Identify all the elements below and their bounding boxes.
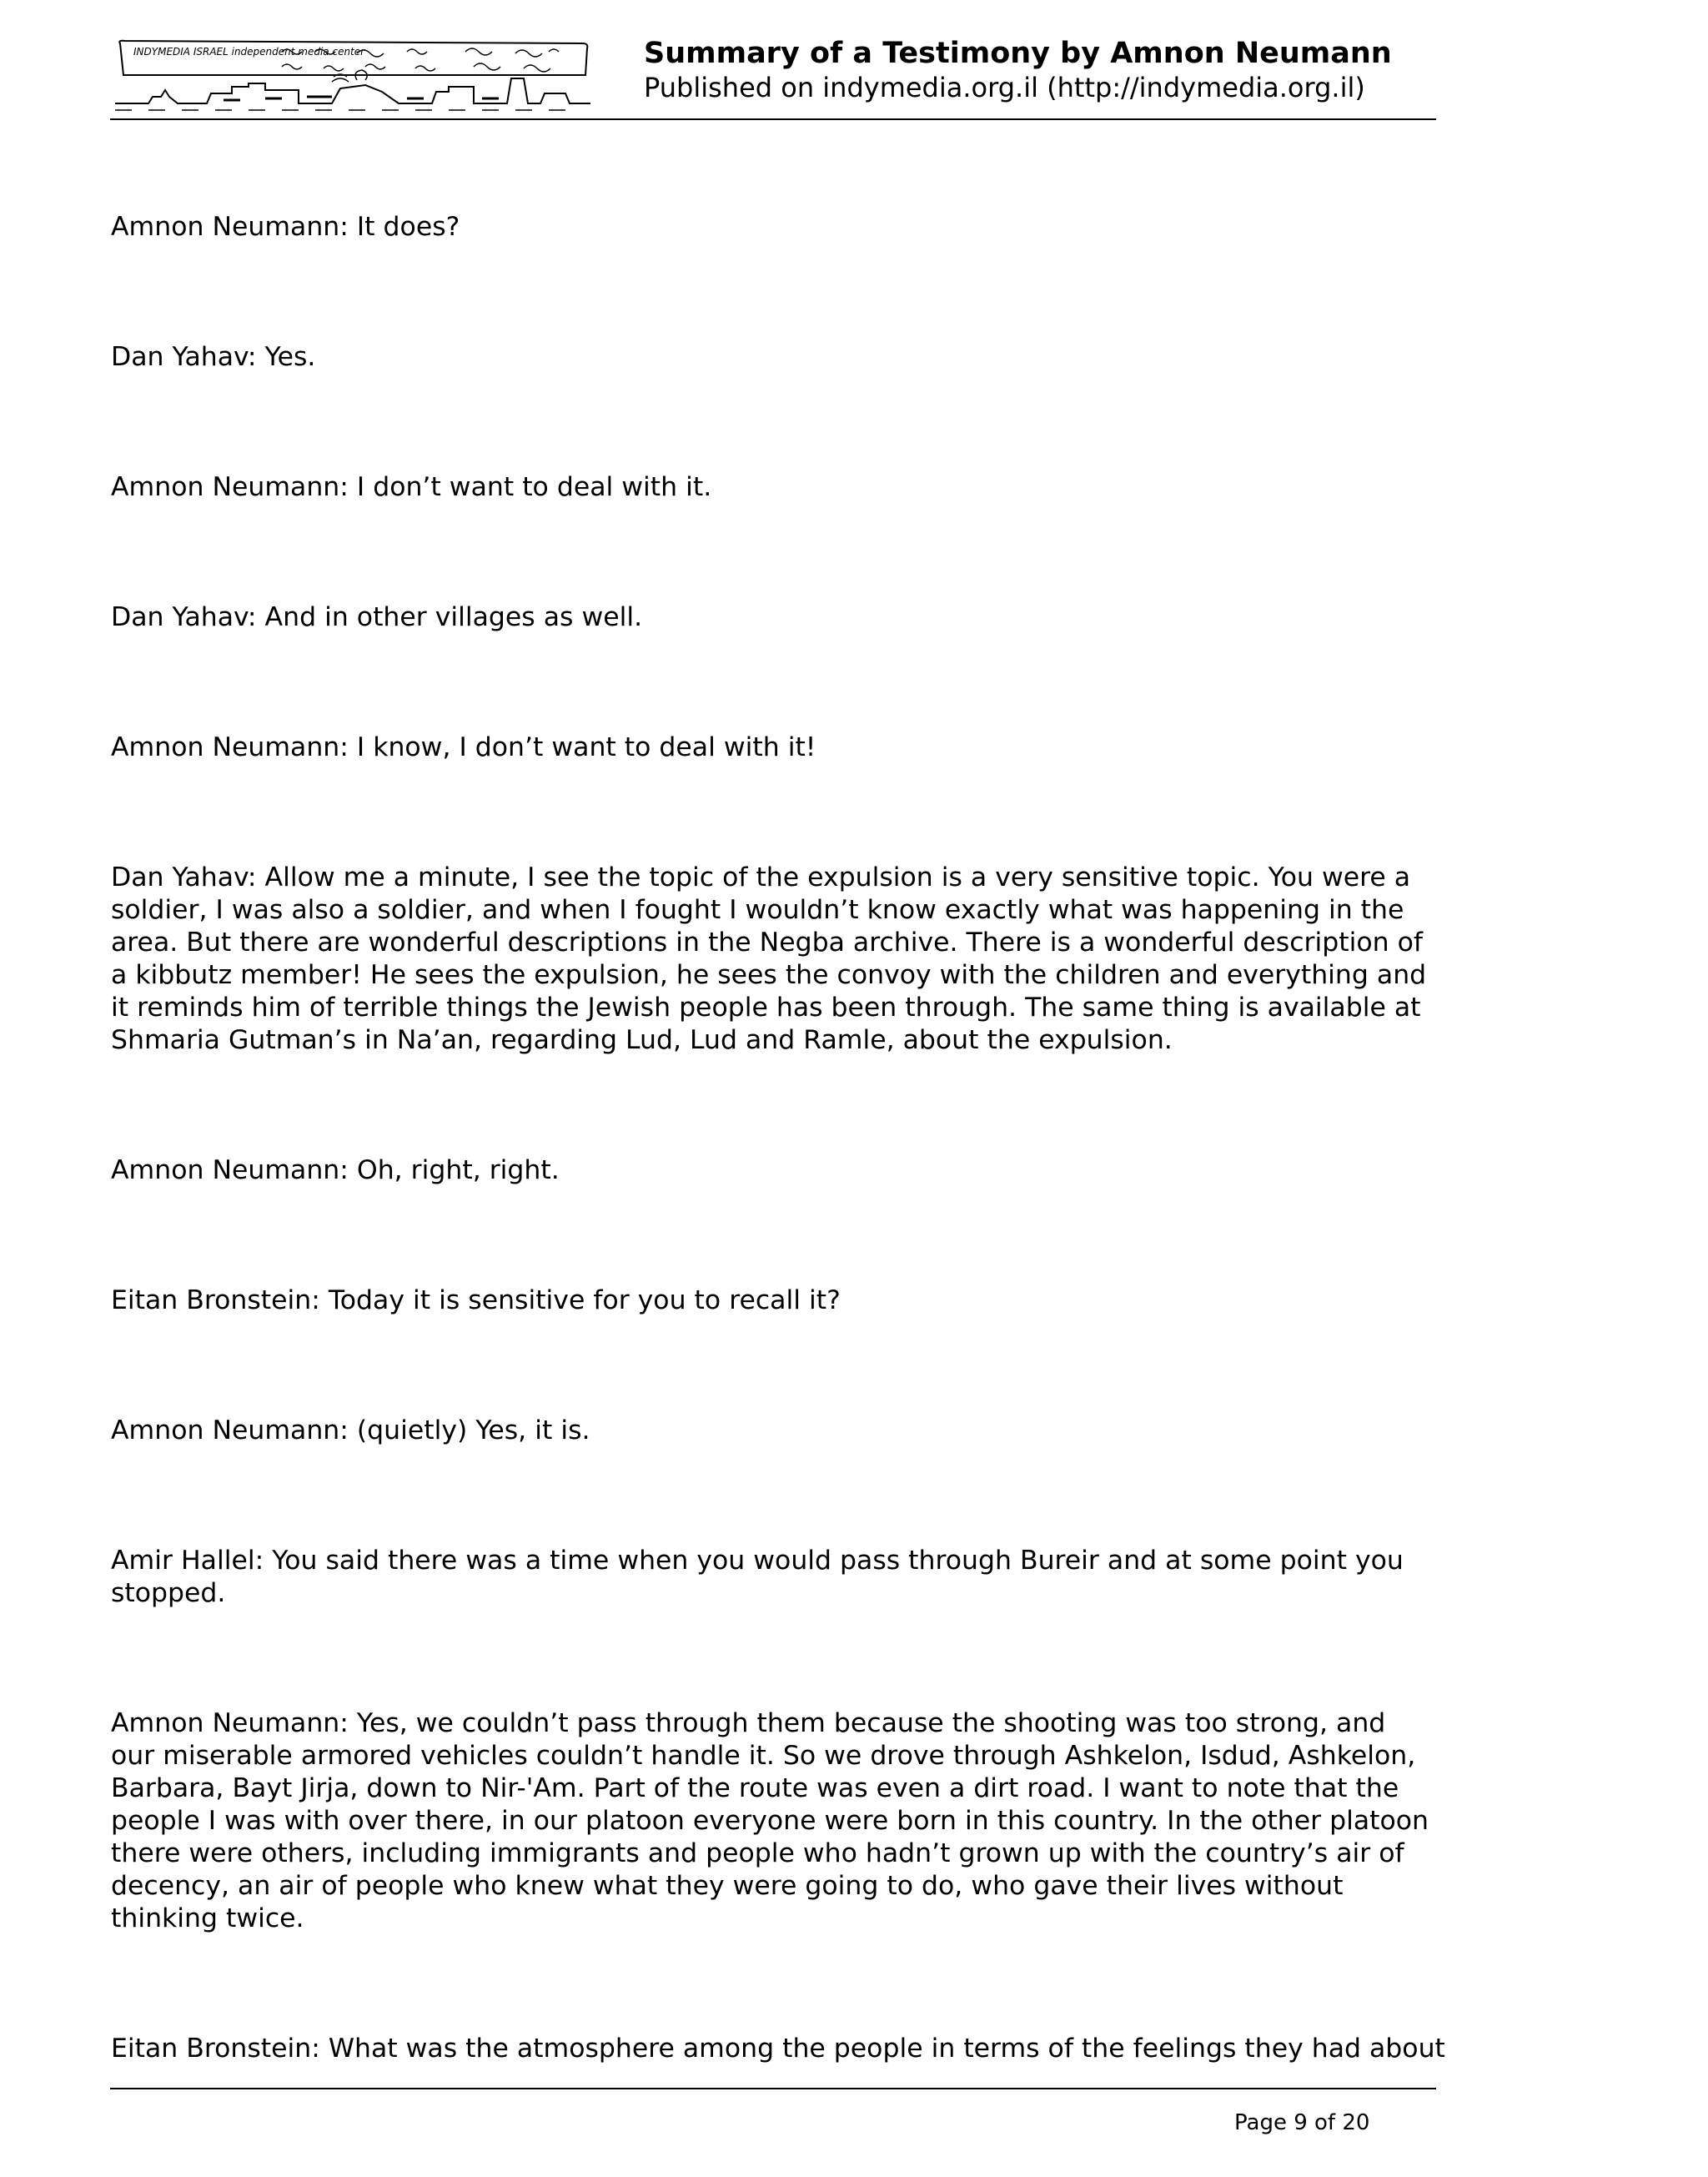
paragraph: Amnon Neumann: I don’t want to deal with it.	[111, 472, 712, 502]
paragraph: Eitan Bronstein: What was the atmosphere among the people in terms of the feelings they had about	[111, 2034, 1445, 2064]
document-title: Summary of a Testimony by Amnon Neumann	[644, 37, 1392, 70]
paragraph: Amnon Neumann: Oh, right, right.	[111, 1155, 560, 1185]
header-divider	[110, 118, 1436, 120]
paragraph: Dan Yahav: Yes.	[111, 342, 316, 372]
paragraph: Eitan Bronstein: Today it is sensitive for you to recall it?	[111, 1285, 841, 1315]
footer-divider	[110, 2088, 1436, 2089]
page-header	[110, 33, 1436, 118]
paragraph: Amir Hallel: You said there was a time when you would pass through Bureir and at some point you stopped.	[111, 1546, 1404, 1608]
testimony-body	[111, 211, 1445, 2065]
paragraph: Amnon Neumann: (quietly) Yes, it is.	[111, 1415, 590, 1445]
paragraph: Dan Yahav: And in other villages as well.	[111, 602, 643, 632]
paragraph: Amnon Neumann: I know, I don’t want to deal with it!	[111, 732, 816, 762]
page-number: Page 9 of 20	[1234, 2110, 1370, 2135]
published-on-line: Published on indymedia.org.il (http://indymedia.org.il)	[644, 72, 1365, 103]
paragraph: Dan Yahav: Allow me a minute, I see the topic of the expulsion is a very sensitive topic. You were a soldier, I was also a soldier, and when I fought I wouldn’t know exactly what was happening in the area. But there are wonderful descriptions in the Negba archive. There is a wonderful description of a kibbutz member! He sees the expulsion, he sees the convoy with the children and everything and it reminds him of terrible things the Jewish people has been through. The same thing is available at Shmaria Gutman’s in Na’an, regarding Lud, Lud and Ramle, about the expulsion.	[111, 862, 1427, 1055]
paragraph: Amnon Neumann: Yes, we couldn’t pass through them because the shooting was too strong, and our miserable armored vehicles couldn’t handle it. So we drove through Ashkelon, Isdud, Ashkelon, Barbara, Bayt Jirja, down to Nir-'Am. Part of the route was even a dirt road. I want to note that the people I was with over there, in our platoon everyone were born in this country. In the other platoon there were others, including immigrants and people who hadn’t grown up with the country’s air of decency, an air of people who knew what they were going to do, who gave their lives without thinking twice.	[111, 1708, 1429, 1933]
indymedia-israel-logo-icon	[115, 37, 590, 113]
logo-text: INDYMEDIA ISRAEL independent media center	[133, 46, 365, 58]
paragraph: Amnon Neumann: It does?	[111, 212, 460, 242]
